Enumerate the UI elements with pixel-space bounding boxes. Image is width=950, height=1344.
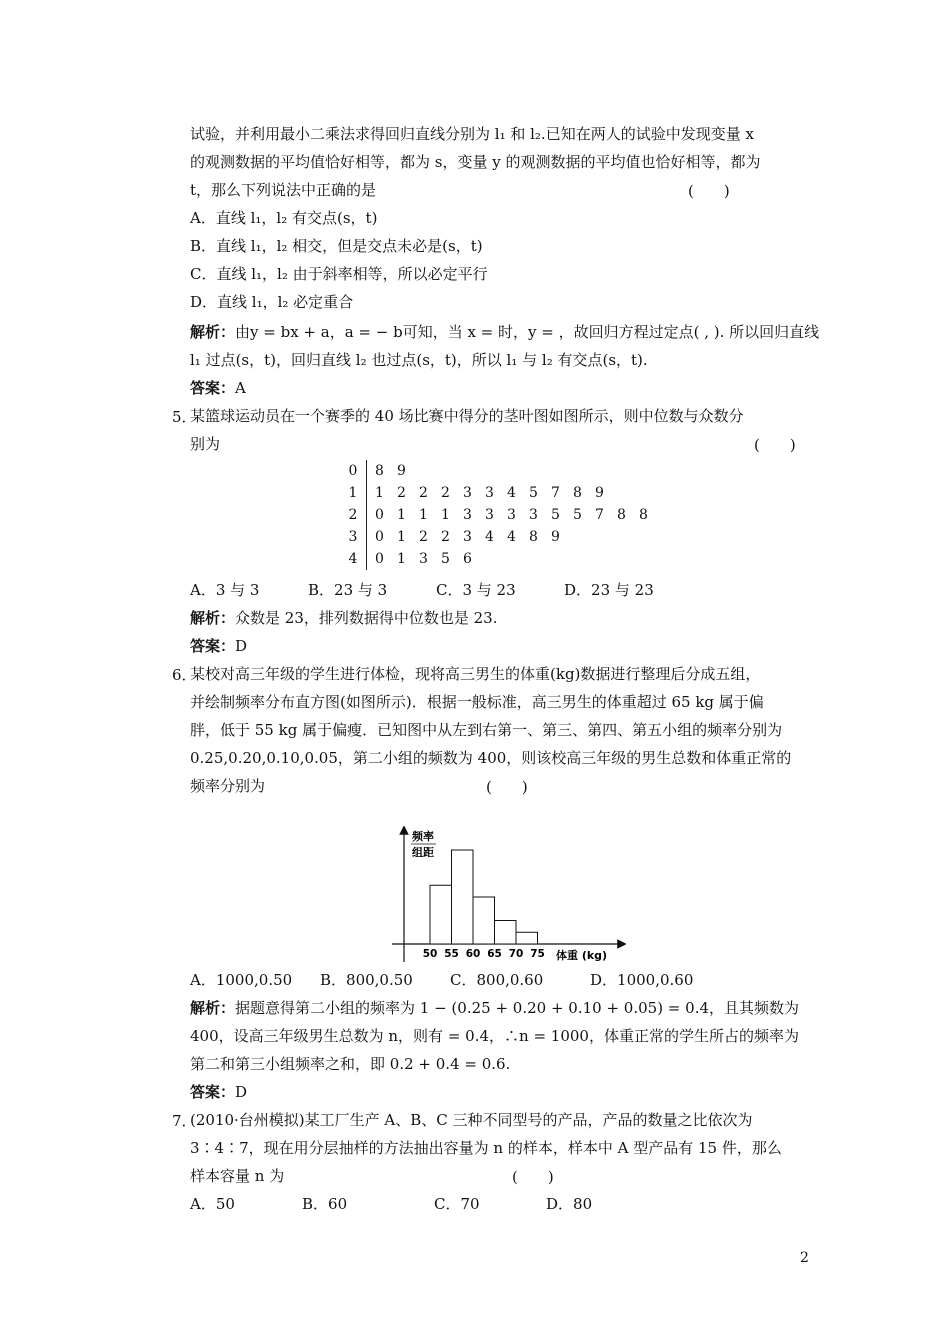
q7-option-a: A．50	[190, 1195, 235, 1213]
leaf-digit: 2	[419, 529, 428, 545]
q6-line-5: 频率分别为	[190, 777, 266, 795]
leaf-values	[367, 548, 662, 570]
leaf-digit: 2	[441, 485, 450, 501]
leaf-digit: 5	[551, 507, 560, 523]
q6-line-1: 某校对高三年级的学生进行体检，现将高三男生的体重(kg)数据进行整理后分成五组，	[190, 665, 761, 683]
x-tick-label: 50	[422, 948, 438, 960]
q4-analysis-text-1: 由y = bx + a，a = − b可知，当 x = 时，y = ，故回归方程过定点( , ). 所以回归直线	[235, 323, 820, 341]
q6-answer-paren: ( )	[486, 778, 528, 796]
leaf-digit: 7	[595, 507, 604, 523]
q5-option-b: B．23 与 3	[308, 581, 388, 599]
q7-line-1: (2010·台州模拟)某工厂生产 A、B、C 三种不同型号的产品，产品的数量之比依次为	[190, 1111, 753, 1129]
q5-line-1: 某篮球运动员在一个赛季的 40 场比赛中得分的茎叶图如图所示，则中位数与众数分	[190, 407, 744, 425]
stem-leaf-plot	[340, 460, 661, 570]
q4-answer-label: 答案：	[190, 379, 236, 397]
q6-option-a: A．1000,0.50	[190, 971, 293, 989]
x-axis-label: 体重 (kg)	[556, 949, 608, 962]
leaf-digit: 0	[375, 551, 384, 567]
leaf-digit: 1	[419, 507, 428, 523]
q6-line-3: 胖，低于 55 kg 属于偏瘦．已知图中从左到右第一、第三、第四、第五小组的频率分别为	[190, 721, 783, 739]
q6-analysis-label: 解析：	[190, 999, 236, 1017]
q4-line-3: t，那么下列说法中正确的是	[190, 181, 377, 199]
leaf-digit: 3	[485, 485, 494, 501]
leaf-digit: 5	[441, 551, 450, 567]
leaf-values	[367, 460, 662, 482]
leaf-digit: 1	[397, 507, 406, 523]
q6-number: 6．	[172, 666, 197, 684]
leaf-digit: 3	[463, 507, 472, 523]
leaf-digit: 6	[463, 551, 472, 567]
q7-option-b: B．60	[302, 1195, 348, 1213]
q4-option-a: A．直线 l₁，l₂ 有交点(s，t)	[190, 209, 378, 227]
q5-number: 5．	[172, 408, 197, 426]
leaf-digit: 2	[397, 485, 406, 501]
x-tick-label: 55	[444, 948, 459, 960]
stem-value: 4	[340, 548, 367, 570]
leaf-digit: 1	[441, 507, 450, 523]
stem-value: 3	[340, 526, 367, 548]
leaf-digit: 4	[507, 485, 516, 501]
q4-option-c: C．直线 l₁，l₂ 由于斜率相等，所以必定平行	[190, 265, 488, 283]
histogram-bar-65-70	[495, 921, 517, 945]
leaf-digit: 3	[463, 485, 472, 501]
q6-analysis-line-2: 400，设高三年级男生总数为 n，则有 = 0.4，∴n = 1000，体重正常的学生所占的频率为	[190, 1027, 799, 1045]
q6-answer-value: D	[235, 1083, 248, 1101]
histogram-bar-50-55	[430, 885, 452, 944]
leaf-digit: 1	[397, 529, 406, 545]
q4-line-1: 试验，并利用最小二乘法求得回归直线分别为 l₁ 和 l₂.已知在两人的试验中发现变量 x	[190, 125, 754, 143]
leaf-digit: 2	[441, 529, 450, 545]
q7-option-c: C．70	[434, 1195, 480, 1213]
histogram-bar-70-75	[516, 932, 538, 944]
stem-leaf-row	[340, 482, 661, 504]
leaf-digit: 0	[375, 507, 384, 523]
histogram-bar-55-60	[452, 850, 474, 944]
q5-option-d: D．23 与 23	[564, 581, 654, 599]
leaf-digit: 3	[419, 551, 428, 567]
q4-analysis-line-1	[190, 322, 820, 342]
leaf-values	[367, 526, 662, 548]
leaf-digit: 8	[617, 507, 626, 523]
q4-answer-value: A	[235, 379, 246, 397]
q5-option-a: A．3 与 3	[190, 581, 260, 599]
x-tick-labels	[423, 948, 545, 960]
q4-answer-paren: ( )	[688, 182, 730, 200]
q4-answer-line	[190, 378, 815, 398]
q4-option-b: B．直线 l₁，l₂ 相交，但是交点未必是(s，t)	[190, 237, 483, 255]
stem-leaf-row	[340, 504, 661, 526]
q5-analysis-text: 众数是 23，排列数据得中位数也是 23.	[235, 609, 498, 627]
q6-line-2: 并绘制频率分布直方图(如图所示)．根据一般标准，高三男生的体重超过 65 kg 属于偏	[190, 693, 764, 711]
frequency-histogram	[386, 826, 626, 970]
q6-option-d: D．1000,0.60	[590, 971, 694, 989]
q5-answer-paren: ( )	[754, 436, 796, 454]
q6-option-c: C．800,0.60	[450, 971, 544, 989]
stem-value: 2	[340, 504, 367, 526]
leaf-values	[367, 504, 662, 526]
q7-line-2: 3∶4∶7，现在用分层抽样的方法抽出容量为 n 的样本，样本中 A 型产品有 15 件，那么	[190, 1139, 782, 1157]
leaf-digit: 7	[551, 485, 560, 501]
leaf-digit: 9	[551, 529, 560, 545]
page-number: 2	[800, 1250, 809, 1266]
q5-options	[190, 580, 815, 600]
q6-analysis-line-3: 第二和第三小组频率之和，即 0.2 + 0.4 = 0.6.	[190, 1055, 511, 1073]
histogram-bar-60-65	[473, 897, 495, 944]
q5-answer-value: D	[235, 637, 248, 655]
q7-number: 7．	[172, 1112, 197, 1130]
leaf-digit: 2	[419, 485, 428, 501]
stem-leaf-row	[340, 548, 661, 570]
leaf-digit: 8	[375, 463, 384, 479]
leaf-digit: 8	[639, 507, 648, 523]
q6-options	[190, 970, 815, 990]
leaf-digit: 8	[573, 485, 582, 501]
q4-line-2: 的观测数据的平均值恰好相等，都为 s，变量 y 的观测数据的平均值也恰好相等，都为	[190, 153, 761, 171]
q6-answer-line	[190, 1082, 815, 1102]
leaf-digit: 8	[529, 529, 538, 545]
leaf-digit: 1	[375, 485, 384, 501]
y-label-bottom: 组距	[412, 846, 434, 859]
x-tick-label: 70	[508, 948, 524, 960]
q6-analysis-line-1	[190, 998, 815, 1018]
q5-analysis-line	[190, 608, 815, 628]
leaf-digit: 4	[507, 529, 516, 545]
q7-options	[190, 1194, 815, 1214]
histogram-bars	[430, 850, 538, 944]
q5-answer-line	[190, 636, 815, 656]
q5-option-c: C．3 与 23	[436, 581, 516, 599]
q7-option-d: D．80	[546, 1195, 593, 1213]
leaf-digit: 9	[595, 485, 604, 501]
leaf-digit: 3	[507, 507, 516, 523]
q6-option-b: B．800,0.50	[320, 971, 413, 989]
stem-leaf-row	[340, 526, 661, 548]
y-label-top: 频率	[412, 830, 434, 843]
q6-line-4: 0.25,0.20,0.10,0.05，第二小组的频数为 400，则该校高三年级的男生总数和体重正常的	[190, 749, 792, 767]
q6-analysis-text-1: 据题意得第二小组的频率为 1 − (0.25 + 0.20 + 0.10 + 0.05) = 0.4，且其频数为	[235, 999, 800, 1017]
q4-analysis-line-2: l₁ 过点(s，t)，回归直线 l₂ 也过点(s，t)，所以 l₁ 与 l₂ 有交点(s，t).	[190, 351, 648, 369]
x-tick-label: 75	[530, 948, 545, 960]
q5-analysis-label: 解析：	[190, 609, 236, 627]
leaf-digit: 3	[463, 529, 472, 545]
q5-answer-label: 答案：	[190, 637, 236, 655]
x-tick-label: 65	[487, 948, 502, 960]
stem-leaf-row	[340, 460, 661, 482]
leaf-digit: 1	[397, 551, 406, 567]
leaf-digit: 0	[375, 529, 384, 545]
leaf-digit: 5	[573, 507, 582, 523]
q4-option-d: D．直线 l₁，l₂ 必定重合	[190, 293, 354, 311]
q5-line-2: 别为	[190, 435, 221, 453]
leaf-digit: 5	[529, 485, 538, 501]
q4-analysis-label: 解析：	[190, 323, 236, 341]
q6-answer-label: 答案：	[190, 1083, 236, 1101]
stem-value: 0	[340, 460, 367, 482]
leaf-digit: 3	[529, 507, 538, 523]
stem-value: 1	[340, 482, 367, 504]
x-tick-label: 60	[465, 948, 481, 960]
q7-answer-paren: ( )	[512, 1168, 554, 1186]
leaf-values	[367, 482, 662, 504]
leaf-digit: 9	[397, 463, 406, 479]
q7-line-3: 样本容量 n 为	[190, 1167, 285, 1185]
leaf-digit: 3	[485, 507, 494, 523]
leaf-digit: 4	[485, 529, 494, 545]
